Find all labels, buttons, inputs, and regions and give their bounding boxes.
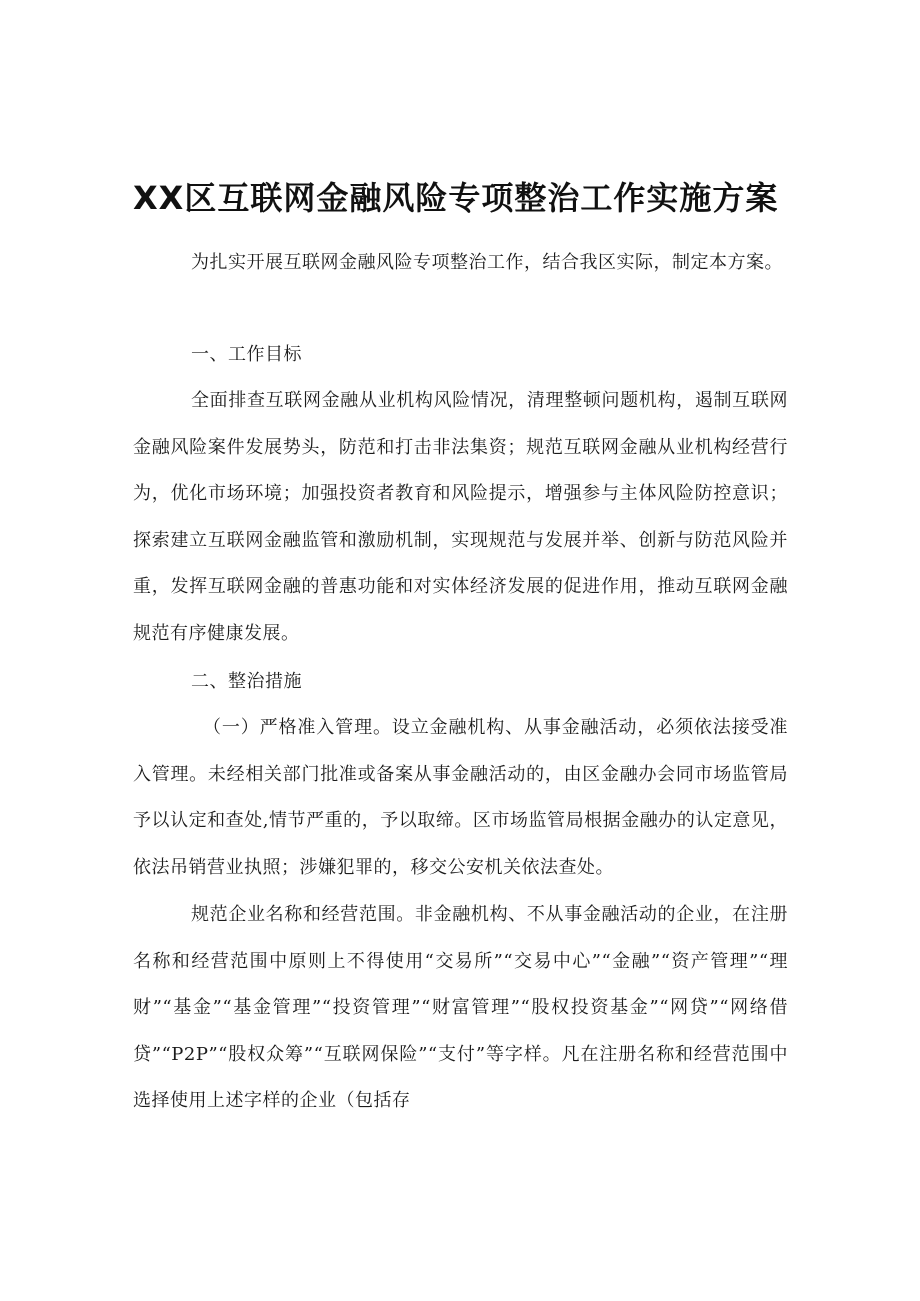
section-heading-goals: 一、工作目标 (191, 344, 302, 365)
goals-paragraph: 全面排查互联网金融从业机构风险情况，清理整顿问题机构，遏制互联网金融风险案件发展势头，防范和打击非法集资；规范互联网金融从业机构经营行为，优化市场环境；加强投资者教育和风险提示，增强参与主体风险防控意识；探索建立互联网金融监管和激励机制，实现规范与发展并举、创新与防范风险并重，发挥互联网金融的普惠功能和对实体经济发展的促进作用，推动互联网金融规范有序健康发展。 (133, 390, 788, 644)
measure-item-access-management: （一）严格准入管理。设立金融机构、从事金融活动，必须依法接受准入管理。未经相关部门批准或备案从事金融活动的，由区金融办会同市场监管局予以认定和查处,情节严重的，予以取缔。区市场监管局根据金融办的认定意见，依法吊销营业执照；涉嫌犯罪的，移交公安机关依法查处。 (133, 717, 788, 878)
measure-item-naming-scope: 规范企业名称和经营范围。非金融机构、不从事金融活动的企业，在注册名称和经营范围中原则上不得使用“交易所”“交易中心”“金融”“资产管理”“理财”“基金”“基金管理”“投资管理”“财富管理”“股权投资基金”“网贷”“网络借贷”“P2P”“股权众筹”“互联网保险”“支付”等字样。凡在注册名称和经营范围中选择使用上述字样的企业（包括存 (133, 904, 788, 1111)
document-title: XX区互联网金融风险专项整治工作实施方案 (133, 179, 779, 217)
intro-paragraph: 为扎实开展互联网金融风险专项整治工作，结合我区实际，制定本方案。 (191, 252, 783, 273)
section-heading-measures: 二、整治措施 (191, 671, 302, 692)
